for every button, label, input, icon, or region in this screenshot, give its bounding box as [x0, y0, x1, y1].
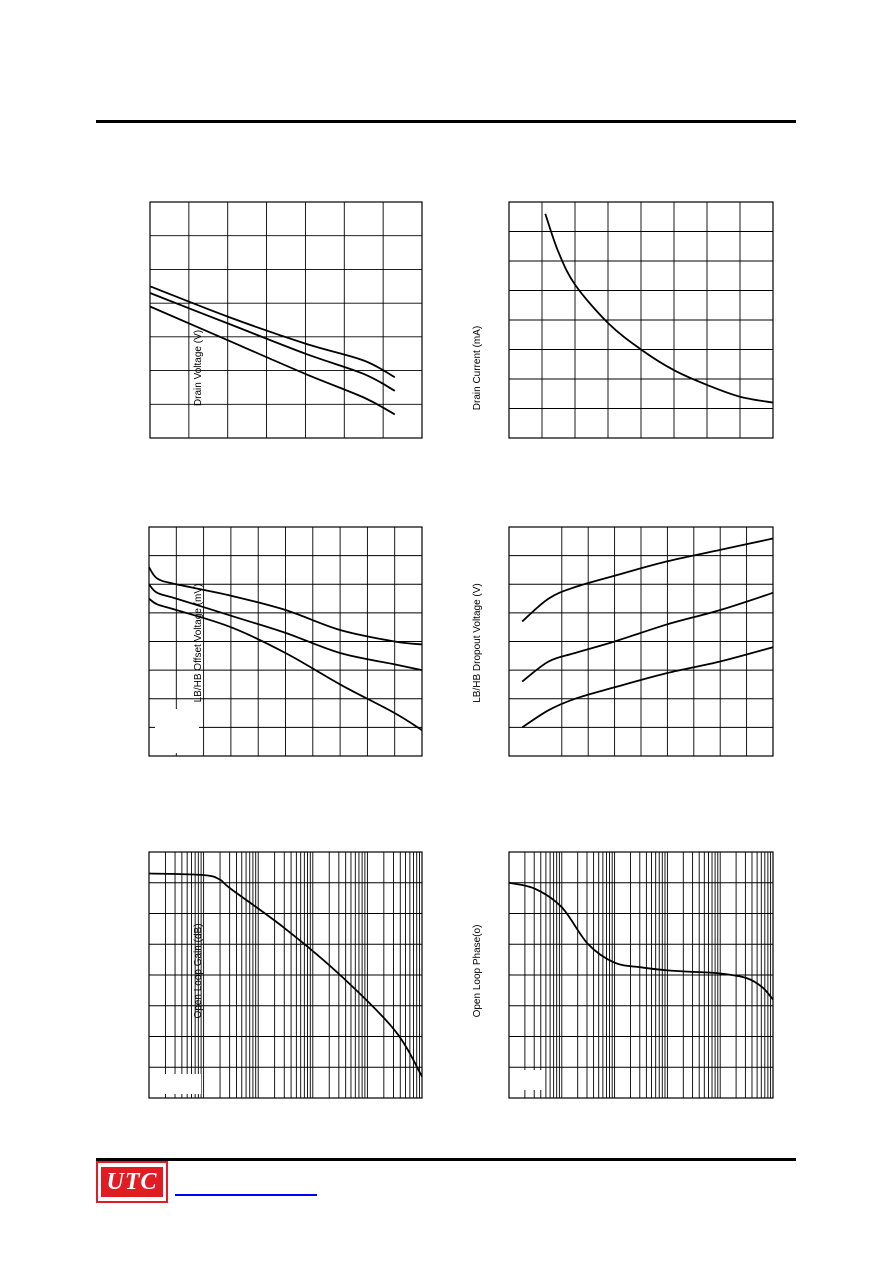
offset-voltage-chart — [80, 515, 440, 775]
plot-frame — [150, 202, 422, 438]
header-rule — [96, 120, 796, 123]
plot-area — [150, 202, 422, 438]
series-line-3 — [522, 647, 773, 727]
series-line-2 — [522, 593, 773, 682]
open-loop-phase-ylabel: Open Loop Phase(o) — [472, 924, 483, 1018]
series-line-2 — [150, 293, 395, 391]
open-loop-phase-chart — [440, 840, 800, 1110]
open-loop-gain-ylabel: Open Loop Gain (dB) — [193, 923, 204, 1019]
dropout-voltage-ylabel: LB/HB Dropout Voltage (V) — [472, 583, 483, 703]
drain-current-chart — [440, 190, 800, 450]
dropout-voltage-chart — [440, 515, 800, 775]
open-loop-gain-chart — [80, 840, 440, 1110]
legend-gap — [517, 1070, 543, 1090]
utc-logo-text: UTC — [101, 1167, 163, 1197]
utc-logo — [96, 1161, 168, 1203]
footer-rule — [96, 1158, 796, 1161]
drain-current-ylabel: Drain Current (mA) — [472, 325, 483, 411]
drain-voltage-chart — [80, 190, 440, 450]
series-line-1 — [150, 286, 395, 377]
offset-voltage-ylabel: LB/HB Offset Voltage (mV) — [193, 583, 204, 703]
series-line-3 — [150, 307, 395, 415]
plot-area — [149, 527, 422, 756]
series-line-1 — [509, 883, 773, 1000]
plot-area — [149, 852, 422, 1098]
legend-gap — [157, 1074, 201, 1094]
legend-gap — [155, 709, 199, 753]
footer-link-underline[interactable] — [175, 1194, 317, 1196]
series-line-1 — [545, 214, 773, 403]
plot-area — [509, 202, 773, 438]
drain-voltage-ylabel: Drain Voltage (V) — [193, 329, 204, 407]
series-line-1 — [522, 539, 773, 622]
plot-area — [509, 527, 773, 756]
plot-area — [509, 852, 773, 1098]
